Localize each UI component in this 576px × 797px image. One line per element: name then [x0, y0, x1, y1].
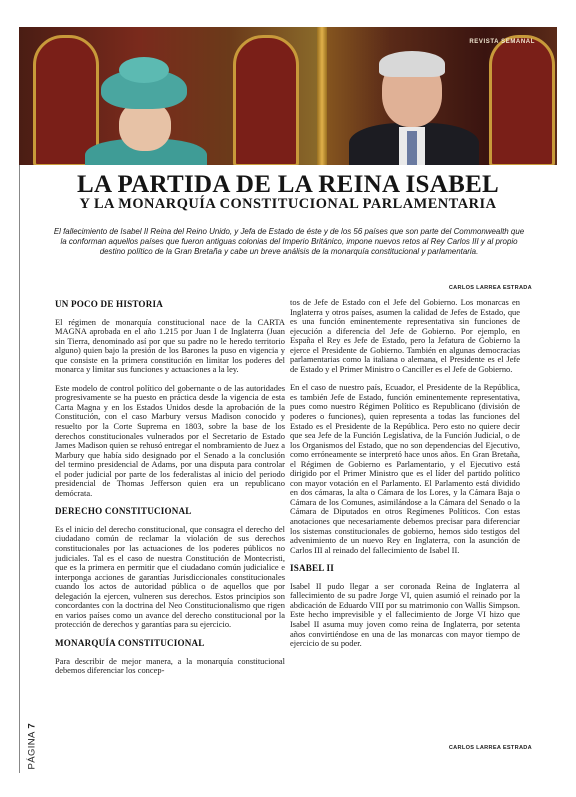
- paragraph: Este modelo de control político del gobernante o de las autoridades progresivamente se ha puesto en práctica desde la vigencia de esta Carta Magna y en los Estados Unidos desde la aprobación de la Constitución, con el caso Marbury versus Madison conocido y resuelto por la Corte Suprema en 1803, sobre la base de los derechos constitucionales vulnerados por el Secretario de Estado James Madison quien se rehusó entregar el nombramiento de Juez a Marbury que había sido designado por el Senado a la conclusión del termino presidencial de Adams, por una disputa para controlar el poder judicial por parte de los federalistas al inicio del periodo presidencial de Thomas Jefferson quien era un republicano demócrata.: [55, 382, 285, 498]
- page-label: PÁGINA: [26, 731, 38, 770]
- article-subtitle: Y LA MONARQUÍA CONSTITUCIONAL PARLAMENTARIA: [79, 196, 497, 212]
- paragraph: Es el inicio del derecho constitucional, que consagra el derecho del ciudadano común de reclamar la violación de sus derechos constitucionales por las actuaciones de los poderes públicos no judiciales. Tal es el caso de nuestra Constitución de Montecristi, que es la primera en permitir que el ciudadano común judicialice e interponga acciones de garantías Jurisdiccionales constitucionales cuando los actos de autoridad pública o de aquellos que por delegación la ejercen, vulneren sus derechos. Estos principios son concordantes con la doctrina del Neo Constitucionalismo que rigen en varios países como un avance del derecho constitucional por la protección de derechos y garantías para su ejercicio.: [55, 523, 285, 630]
- cover-photo: [19, 27, 557, 165]
- throne-right: [489, 35, 555, 165]
- left-column: [55, 298, 285, 676]
- paragraph: El régimen de monarquía constitucional nace de la CARTA MAGNA aprobada en el año 1.215 por Juan I de Inglaterra (Juan sin Tierra, denominado así por que su padre no le heredo territorio alguno) quien bajo la presión de los Barones la puso en vigencia y que consiste en la primera constitución en limitar los poderes del monarca y limitar sus funciones y actuaciones a la ley.: [55, 316, 285, 375]
- paragraph: tos de Jefe de Estado con el Jefe del Gobierno. Los monarcas en Inglaterra y otros países, asumen la calidad de Jefes de Estado, que es una función eminentemente representativa sin funciones de ejecución a diferencia del Jefe de Gobierno. Por ejemplo, en España el Rey es Jefe de Estado, pero la Jefatura de Gobierno la ejerce el Presidente de Gobierno. También en algunas democracias parlamentarias como la italiana o alemana, el Presidente es el Jefe de Estado y el Primer Ministro o Canciller es el Jefe de Gobierno.: [290, 297, 520, 374]
- section-heading-history: UN POCO DE HISTORIA: [55, 299, 163, 309]
- right-column: [290, 298, 520, 649]
- throne-center: [233, 35, 299, 165]
- section-heading-isabel-ii: ISABEL II: [290, 563, 335, 574]
- article-title: LA PARTIDA DE LA REINA ISABEL: [76, 171, 500, 198]
- page-number-value: 7: [26, 722, 38, 729]
- page-number: [24, 712, 38, 772]
- magazine-label: REVISTA SEMANAL: [469, 39, 535, 45]
- king-figure-tie: [407, 131, 417, 165]
- section-heading-constitutional-law: DERECHO CONSTITUCIONAL: [55, 506, 192, 517]
- article-lede: El fallecimiento de Isabel II Reina del Reino Unido, y Jefa de Estado de éste y de los 56 países que son parte del Commonwealth que la conforman aquellos países que fueron antiguas colonias del Imperio Británico, impone nuevos retos al Rey Carlos III y al propio destino político de la Gran Bretaña y cabe un breve análisis de la monarquía constitucional y parlamentaria.: [53, 227, 525, 257]
- king-figure-hair: [379, 51, 445, 77]
- paragraph: En el caso de nuestro país, Ecuador, el Presidente de la República, es también Jefe de Estado, función eminentemente representativa, pues como nuestro Régimen Político es Republicano (división de poderes o funciones), quien representa a todas las funciones del Estado es el Presidente de la República. Pero esto no quiere decir que sea Jefe de la Función Legislativa, de la Función Judicial, o de los Organismos del Estado, que no son dependencias del Ejecutivo, como erróneamente se interpretó hace unos años. En Gran Bretaña, el Régimen de Gobierno es Parlamentario, y el Ejecutivo está dirigido por el Primer Ministro que es el líder del partido político con mayor votación en el Parlamento. El Parlamento está dividido en dos cámaras, la alta o Cámara de los Lores, y la Cámara Baja o Cámara de los Comunes, asimilándose a la Cámara del Senado o la Cámara de Diputados en otros Regímenes Políticos. Con estas anotaciones que necesariamente debemos precisar para diferenciar los sistemas constitucionales de gobierno, hemos sido testigos del advenimiento de un nuevo Rey en Inglaterra, con la asunción de Carlos III al reinado del fallecimiento de Isabel II.: [290, 382, 520, 555]
- throne-left: [33, 35, 99, 165]
- queen-figure-hat-crown: [119, 57, 169, 83]
- gold-column: [317, 27, 327, 165]
- article-byline: CARLOS LARREA ESTRADA: [448, 285, 532, 291]
- section-heading-constitutional-monarchy: MONARQUÍA CONSTITUCIONAL: [55, 637, 205, 648]
- margin-rule: [19, 165, 20, 773]
- paragraph: Para describir de mejor manera, a la monarquía constitucional debemos diferenciar los concep-: [55, 655, 285, 676]
- paragraph: Isabel II pudo llegar a ser coronada Reina de Inglaterra al fallecimiento de su padre Jorge VI, quien asumió el reinado por la abdicación de Eduardo VIII por su matrimonio con Wallis Simpson. Este hecho imprevisible y el fallecimiento de Jorge VI hizo que Isabel II asuma muy joven como reina de Inglaterra, por setenta años convirtiéndose en una de las monarcas con mayor tiempo de ejercicio de su poder.: [290, 580, 520, 649]
- article-end-byline: CARLOS LARREA ESTRADA: [448, 745, 532, 751]
